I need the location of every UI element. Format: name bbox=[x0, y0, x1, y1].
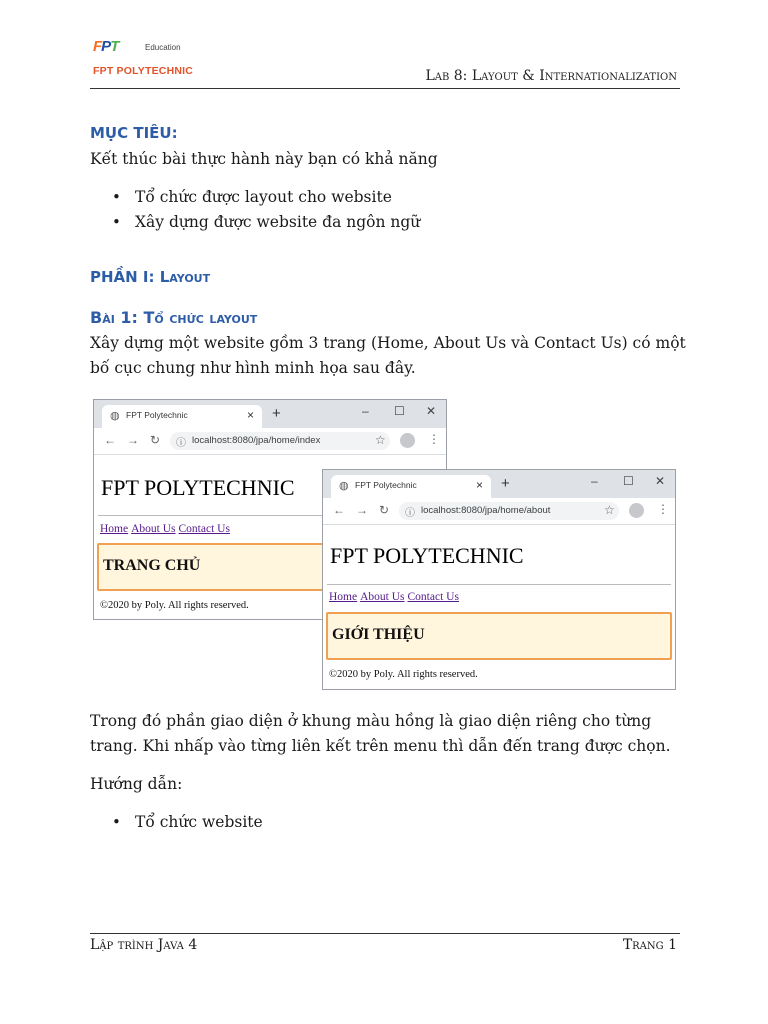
tab-title: FPT Polytechnic bbox=[126, 410, 188, 420]
browser-tab[interactable] bbox=[102, 405, 262, 428]
plus-icon[interactable]: + bbox=[501, 475, 510, 492]
site-nav bbox=[100, 523, 233, 535]
site-footer: ©2020 by Poly. All rights reserved. bbox=[329, 669, 478, 680]
forward-icon[interactable]: → bbox=[356, 503, 368, 517]
site-viewport bbox=[323, 525, 675, 689]
list-item: • Tổ chức được layout cho website bbox=[90, 185, 690, 210]
more-icon[interactable]: ⋮ bbox=[428, 432, 440, 446]
part1-heading bbox=[90, 268, 210, 286]
globe-icon: ◍ bbox=[110, 410, 120, 422]
forward-icon[interactable]: → bbox=[127, 433, 139, 447]
info-icon: ⓘ bbox=[405, 508, 415, 519]
tab-title: FPT Polytechnic bbox=[355, 480, 417, 490]
minimize-icon[interactable]: – bbox=[362, 404, 369, 418]
browser-tabbar bbox=[323, 470, 675, 498]
part1-heading-prefix: PHẦN I: bbox=[90, 268, 160, 286]
browser-tab[interactable] bbox=[331, 475, 491, 498]
nav-link-about[interactable]: About Us bbox=[360, 591, 405, 603]
star-icon[interactable]: ☆ bbox=[375, 433, 386, 447]
browser-about-screenshot bbox=[322, 469, 676, 690]
exercise1-description: Xây dựng một website gồm 3 trang (Home, About Us và Contact Us) có một bố cục chung như hình minh họa sau đây. bbox=[90, 334, 686, 377]
list-item: • Tổ chức website bbox=[90, 810, 690, 835]
reload-icon[interactable]: ↻ bbox=[150, 433, 161, 447]
objectives-heading: MỤC TIÊU: bbox=[90, 124, 178, 142]
logo-polytechnic: FPT POLYTECHNIC bbox=[93, 65, 194, 77]
guide-list bbox=[90, 810, 690, 835]
header-divider bbox=[90, 88, 680, 89]
exercise1-heading-title: Tổ chức layout bbox=[143, 308, 258, 327]
more-icon[interactable]: ⋮ bbox=[657, 502, 669, 516]
site-title: FPT POLYTECHNIC bbox=[101, 475, 295, 500]
globe-icon: ◍ bbox=[339, 480, 349, 492]
star-icon[interactable]: ☆ bbox=[604, 503, 615, 517]
avatar-icon[interactable] bbox=[629, 503, 644, 518]
objectives-intro: Kết thúc bài thực hành này bạn có khả năng bbox=[90, 150, 438, 168]
plus-icon[interactable]: + bbox=[272, 405, 281, 422]
avatar-icon[interactable] bbox=[400, 433, 415, 448]
logo-fpt-mark: FPT bbox=[93, 38, 119, 55]
site-title: FPT POLYTECHNIC bbox=[330, 543, 524, 568]
logo-education: Education bbox=[145, 43, 181, 52]
fpt-logo bbox=[93, 38, 203, 80]
nav-link-contact[interactable]: Contact Us bbox=[178, 523, 230, 535]
list-item: • Xây dựng được website đa ngôn ngữ bbox=[90, 210, 690, 235]
url-field[interactable] bbox=[399, 502, 619, 520]
site-nav bbox=[329, 591, 462, 603]
reload-icon[interactable]: ↻ bbox=[379, 503, 390, 517]
info-icon: ⓘ bbox=[176, 438, 186, 449]
content-title: GIỚI THIỆU bbox=[332, 626, 425, 643]
maximize-icon[interactable]: ☐ bbox=[394, 404, 405, 418]
footer-page-number: Trang 1 bbox=[622, 937, 677, 953]
nav-link-home[interactable]: Home bbox=[100, 523, 129, 535]
objectives-list bbox=[90, 185, 690, 235]
close-window-icon[interactable]: ✕ bbox=[655, 474, 666, 488]
close-icon[interactable]: × bbox=[246, 408, 254, 422]
nav-link-home[interactable]: Home bbox=[329, 591, 358, 603]
url-text: localhost:8080/jpa/home/index bbox=[192, 435, 321, 446]
footer-course: Lập trình Java 4 bbox=[90, 937, 198, 953]
footer-divider bbox=[90, 933, 680, 934]
content-title: TRANG CHỦ bbox=[103, 557, 201, 574]
guide-label: Hướng dẫn: bbox=[90, 775, 183, 793]
site-divider bbox=[327, 584, 671, 585]
site-content-box bbox=[326, 612, 672, 660]
header-title: Lab 8: Layout & Internationalization bbox=[425, 68, 677, 84]
nav-link-contact[interactable]: Contact Us bbox=[407, 591, 459, 603]
url-field[interactable] bbox=[170, 432, 390, 450]
back-icon[interactable]: ← bbox=[333, 503, 345, 517]
maximize-icon[interactable]: ☐ bbox=[623, 474, 634, 488]
nav-link-about[interactable]: About Us bbox=[131, 523, 176, 535]
explanation-paragraph: Trong đó phần giao diện ở khung màu hồng là giao diện riêng cho từng trang. Khi nhấp vào từng liên kết trên menu thì dẫn đến trang được chọn. bbox=[90, 712, 671, 755]
close-window-icon[interactable]: ✕ bbox=[426, 404, 437, 418]
part1-heading-title: Layout bbox=[159, 268, 211, 286]
browser-tabbar bbox=[94, 400, 446, 428]
exercise1-heading bbox=[90, 308, 257, 327]
address-bar bbox=[94, 428, 446, 455]
back-icon[interactable]: ← bbox=[104, 433, 116, 447]
minimize-icon[interactable]: – bbox=[591, 474, 598, 488]
address-bar bbox=[323, 498, 675, 525]
exercise1-heading-prefix: Bài 1: bbox=[90, 308, 144, 327]
close-icon[interactable]: × bbox=[475, 478, 483, 492]
url-text: localhost:8080/jpa/home/about bbox=[421, 505, 551, 516]
site-footer: ©2020 by Poly. All rights reserved. bbox=[100, 600, 249, 611]
